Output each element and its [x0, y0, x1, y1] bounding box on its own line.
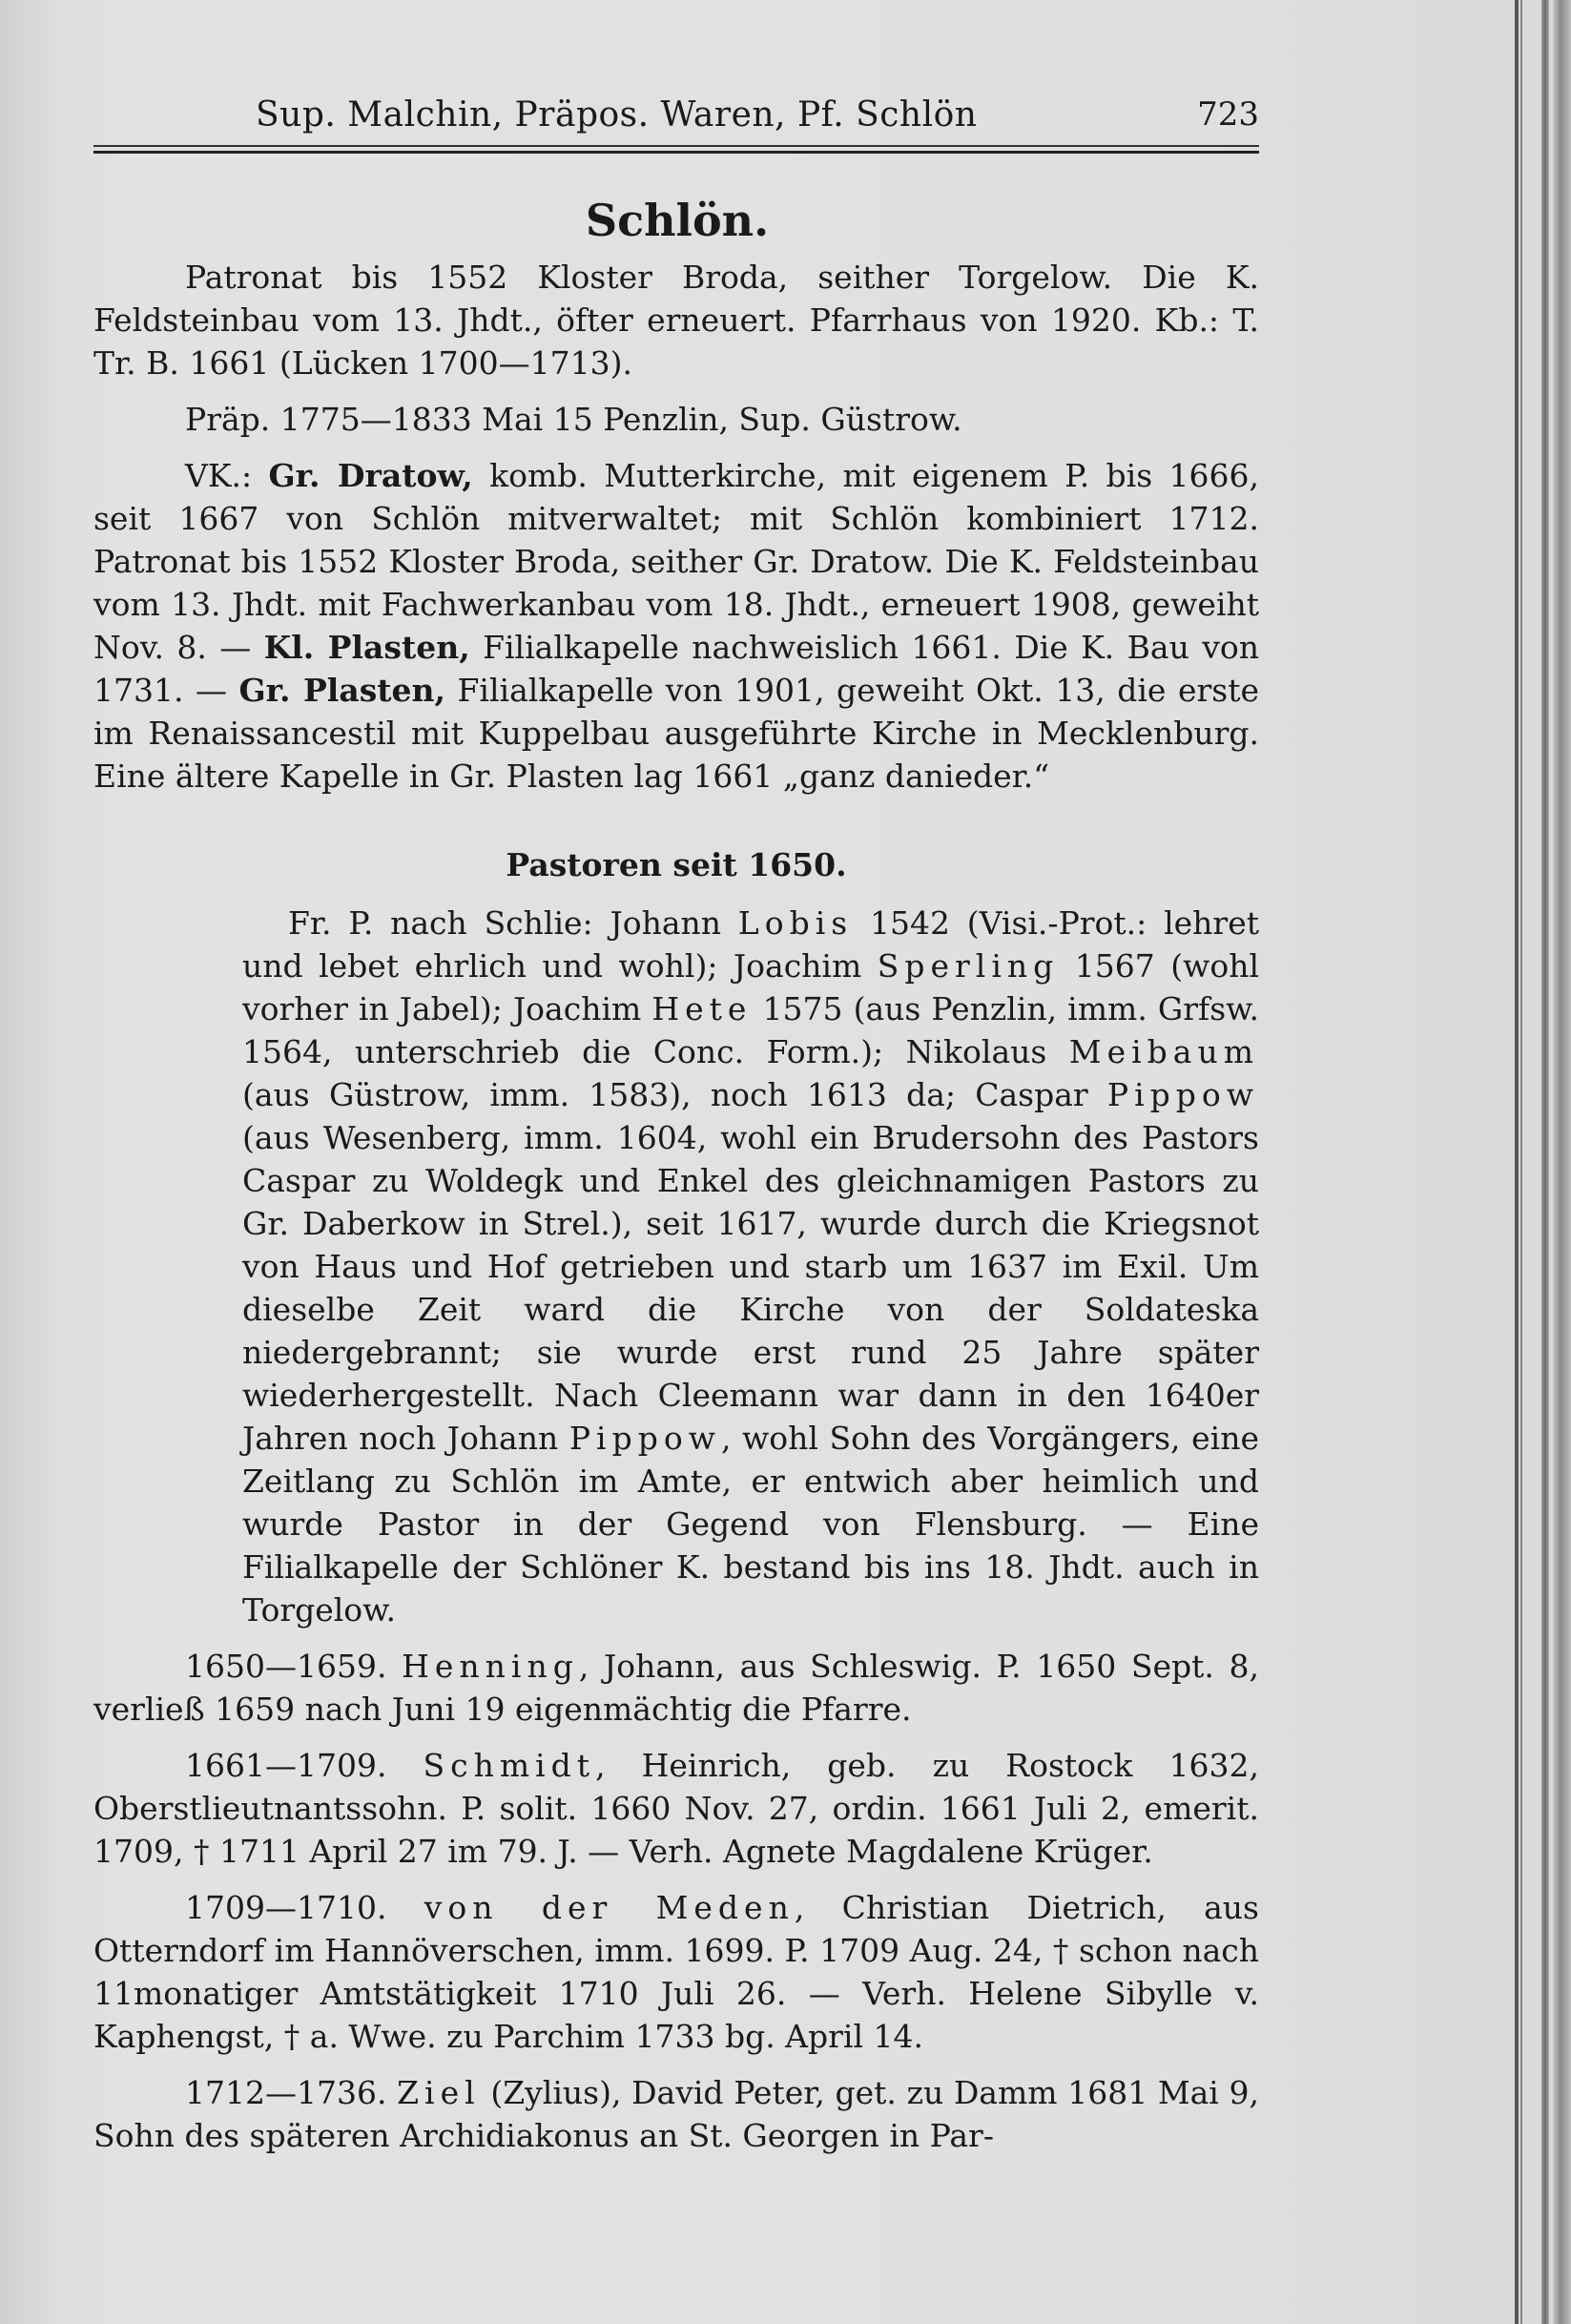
early-pastors-paragraph: Fr. P. nach Schlie: Johann Lobis 1542 (Visi.-Prot.: lehret und lebet ehrlich und wohl); Joachim Sperling 1567 (wohl vorher in Jabel); Joachim Hete 1575 (aus Penzlin, imm. Grfsw. 1564, unterschrieb die Conc. Form.); Nikolaus Meibaum (aus Güstrow, imm. 1583), noch 1613 da; Caspar Pippow (aus Wesenberg, imm. 1604, wohl ein Brudersohn des Pastors Caspar zu Woldegk und Enkel des gleichnamigen Pastors zu Gr. Daberkow in Strel.), seit 1617, wurde durch die Kriegsnot von Haus und Hof getrieben und starb um 1637 im Exil. Um dieselbe Zeit ward die Kirche von der Soldateska niedergebrannt; sie wurde erst rund 25 Jahre später wiederhergestellt. Nach Cleemann war dann in den 1640er Jahren noch Johann Pippow, wohl Sohn des Vorgängers, eine Zeitlang zu Schlön im Amte, er entwich aber heimlich und wurde Pastor in der Gegend von Flensburg. — Eine Filialkapelle der Schlöner K. bestand bis ins 18. Jhdt. auch in Torgelow. — [242, 904, 1259, 1629]
pastor-name: Schmidt — [423, 1747, 596, 1784]
patronat-paragraph: Patronat bis 1552 Kloster Broda, seither Torgelow. Die K. Feldsteinbau vom 13. Jhdt., öfter erneuert. Pfarrhaus von 1920. Kb.: T. Tr. B. 1661 (Lücken 1700—1713). — [93, 259, 1259, 382]
pastor-entry: 1661—1709. Schmidt, Heinrich, geb. zu Rostock 1632, Oberstlieutnantssohn. P. solit. 1660 Nov. 27, ordin. 1661 Juli 2, emerit. 1709, † 1711 April 27 im 79. J. — Verh. Agnete Magdalene Krüger. — [93, 1747, 1259, 1870]
pastor-entry: 1650—1659. Henning, Johann, aus Schleswig. P. 1650 Sept. 8, verließ 1659 nach Juni 19 eigenmächtig die Pfarre. — [93, 1648, 1259, 1728]
pastor-name: Sperling — [877, 947, 1060, 985]
intro-section — [93, 256, 1259, 811]
pastor-name: Ziel — [397, 2074, 481, 2111]
pastors-heading-wrap — [93, 840, 1259, 896]
pastor-entry: 1712—1736. Ziel (Zylius), David Peter, get. zu Damm 1681 Mai 9, Sohn des späteren Archidiakonus an St. Georgen in Par- — [93, 2074, 1259, 2154]
early-pastors-note — [242, 902, 1259, 1645]
page-edge-line — [1515, 0, 1519, 2324]
page-header — [93, 92, 1259, 139]
place-name: Kl. Plasten, — [263, 629, 470, 666]
page-edge-line — [1520, 0, 1522, 2324]
pastor-name: Pippow — [568, 1420, 721, 1457]
pastor-name: Lobis — [737, 904, 854, 942]
page-title: Schlön. — [585, 195, 770, 246]
section-heading: Pastoren seit 1650. — [506, 846, 847, 883]
header-rule — [93, 151, 1259, 154]
running-head: Sup. Malchin, Präpos. Waren, Pf. Schlön — [256, 95, 978, 135]
pastor-name: Hete — [651, 990, 753, 1027]
book-binding-shadow — [1541, 0, 1549, 2324]
praepositur-paragraph: Präp. 1775—1833 Mai 15 Penzlin, Sup. Güstrow. — [185, 401, 962, 438]
header-rule — [93, 145, 1259, 147]
place-name: Gr. Plasten, — [238, 672, 446, 709]
pastor-name: Henning — [402, 1648, 579, 1685]
page-number: 723 — [1197, 95, 1259, 134]
vk-paragraph: VK.: Gr. Dratow, komb. Mutterkirche, mit eigenem P. bis 1666, seit 1667 von Schlön mitverwaltet; mit Schlön kombiniert 1712. Patronat bis 1552 Kloster Broda, seither Gr. Dratow. Die K. Feldsteinbau vom 13. Jhdt. mit Fachwerkanbau vom 18. Jhdt., erneuert 1908, geweiht Nov. 8. — Kl. Plasten, Filialkapelle nachweislich 1661. Die K. Bau von 1731. — Gr. Plasten, Filialkapelle von 1901, geweiht Okt. 13, die erste im Renaissancestil mit Kuppelbau ausgeführte Kirche in Mecklenburg. Eine ältere Kapelle in Gr. Plasten lag 1661 „ganz danieder.“ — [93, 457, 1259, 795]
pastor-name: Meibaum — [1068, 1033, 1259, 1070]
place-name: Gr. Dratow, — [268, 457, 473, 494]
pastor-list — [93, 1645, 1259, 2170]
pastor-entry: 1709—1710. von der Meden, Christian Dietrich, aus Otterndorf im Hannöverschen, imm. 1699. P. 1709 Aug. 24, † schon nach 11monatiger Amtstätigkeit 1710 Juli 26. — Verh. Helene Sibylle v. Kaphengst, † a. Wwe. zu Parchim 1733 bg. April 14. — [93, 1889, 1259, 2055]
book-binding-shadow — [1553, 0, 1571, 2324]
pastor-name: von der Meden — [424, 1889, 795, 1926]
pastor-name: Pippow — [1106, 1076, 1259, 1113]
